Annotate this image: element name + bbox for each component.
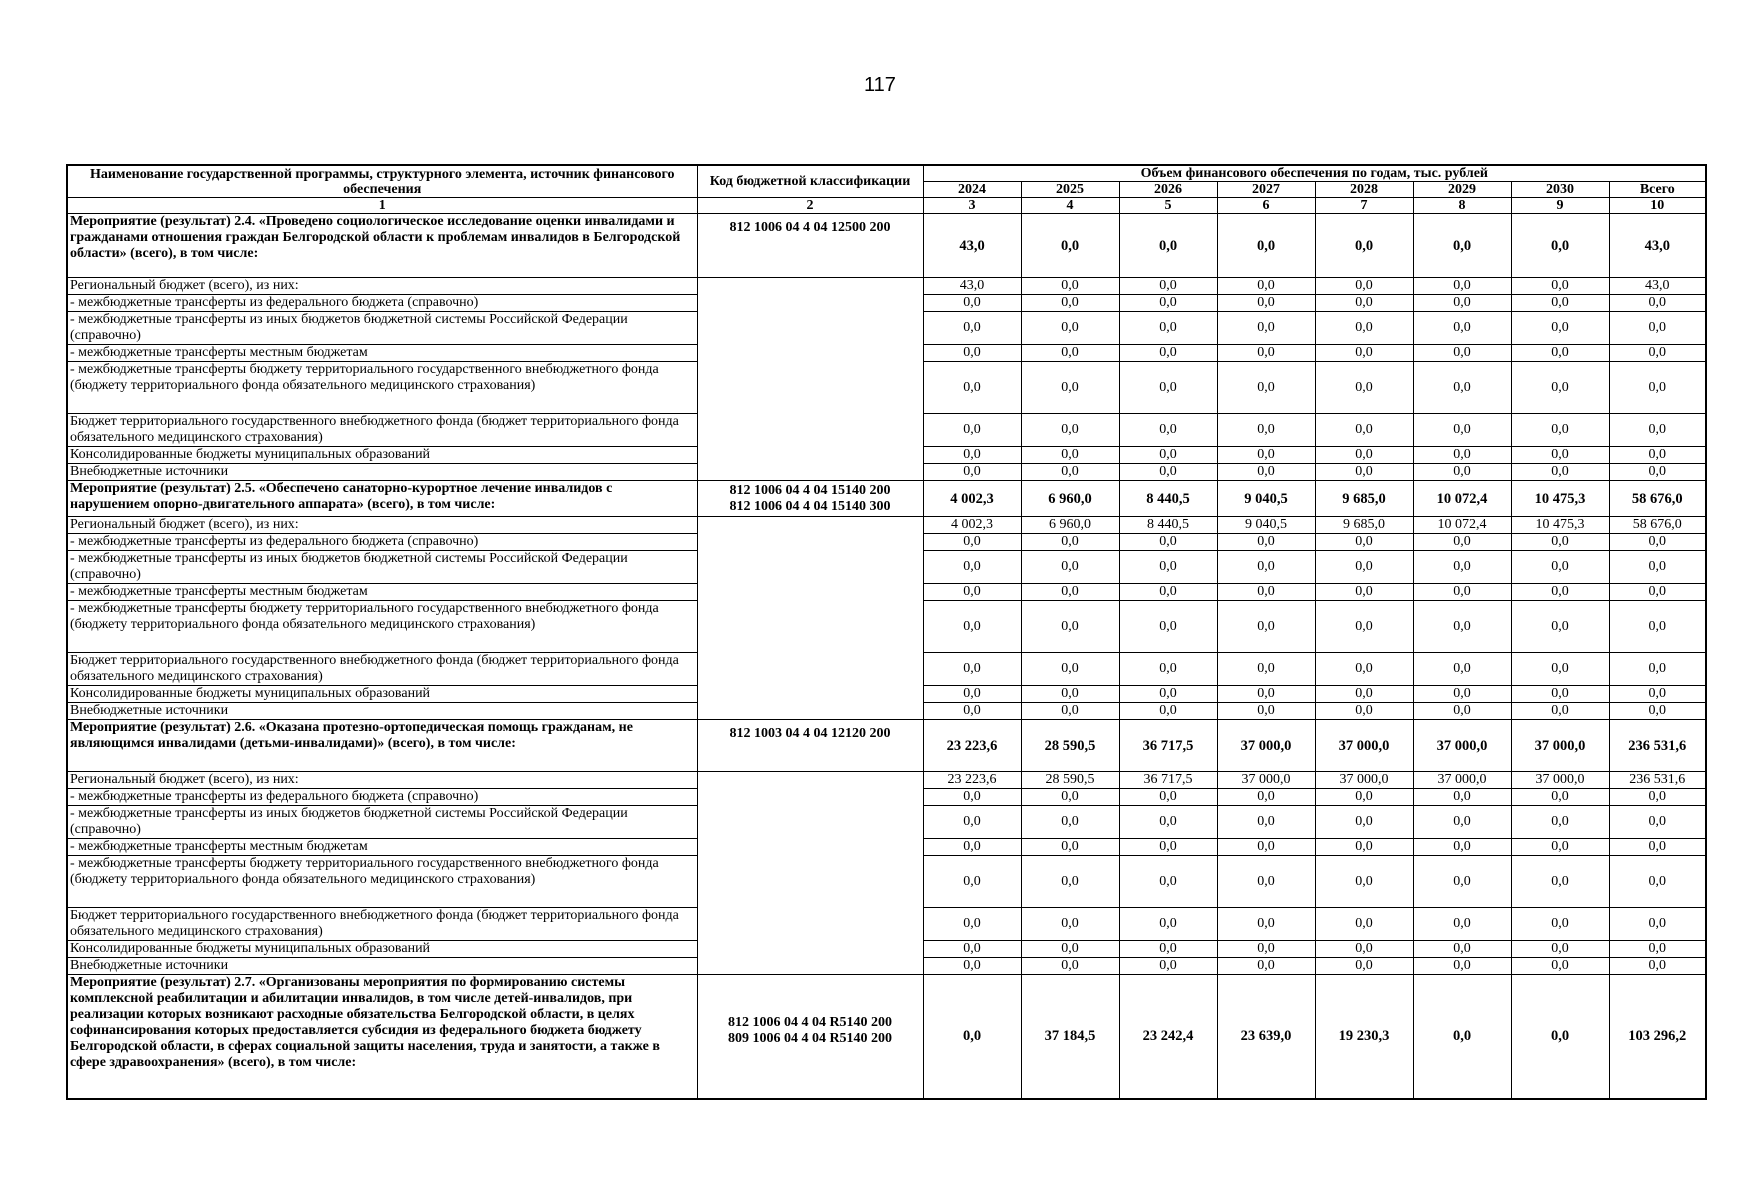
year-value: 0,0 (1021, 806, 1119, 839)
year-value: 0,0 (1217, 312, 1315, 345)
year-value: 0,0 (1217, 703, 1315, 720)
column-number: 6 (1217, 198, 1315, 214)
total-value: 0,0 (1609, 686, 1706, 703)
year-value: 0,0 (1413, 856, 1511, 908)
year-value: 0,0 (1217, 789, 1315, 806)
column-number: 10 (1609, 198, 1706, 214)
year-value: 0,0 (1119, 958, 1217, 975)
year-value: 0,0 (1315, 653, 1413, 686)
year-value: 0,0 (1511, 551, 1609, 584)
source-label: Региональный бюджет (всего), из них: (67, 278, 697, 295)
year-value: 0,0 (1413, 447, 1511, 464)
year-value: 0,0 (1021, 551, 1119, 584)
year-value: 0,0 (1119, 806, 1217, 839)
year-value: 0,0 (923, 414, 1021, 447)
header-year: 2027 (1217, 182, 1315, 198)
year-value: 0,0 (1511, 345, 1609, 362)
total-value: 0,0 (1609, 839, 1706, 856)
year-value: 0,0 (1315, 806, 1413, 839)
year-value: 0,0 (1021, 464, 1119, 481)
total-value: 0,0 (1609, 362, 1706, 414)
budget-code-line: 812 1006 04 4 04 R5140 200 (727, 1015, 893, 1030)
column-number: 8 (1413, 198, 1511, 214)
measure-title: Мероприятие (результат) 2.4. «Проведено социологическое исследование оценки инвалидами и гражданами отношения граждан Белгородской области к проблемам инвалидов в Белгородской области» (всего), в том числе: (67, 214, 697, 278)
year-value: 0,0 (1021, 653, 1119, 686)
year-value: 0,0 (1511, 362, 1609, 414)
year-value: 0,0 (1413, 975, 1511, 1099)
measure-row (67, 720, 1706, 772)
year-value: 0,0 (1119, 584, 1217, 601)
year-value: 0,0 (923, 806, 1021, 839)
total-value: 0,0 (1609, 941, 1706, 958)
year-value: 0,0 (1413, 214, 1511, 278)
source-label: Внебюджетные источники (67, 703, 697, 720)
year-value: 0,0 (1021, 703, 1119, 720)
financing-table (66, 164, 1707, 1100)
year-value: 10 475,3 (1511, 517, 1609, 534)
source-label: - межбюджетные трансферты бюджету территориального государственного внебюджетного фонда (бюджету территориального фонда обязательного медицинского страхования) (67, 362, 697, 414)
year-value: 23 223,6 (923, 772, 1021, 789)
year-value: 0,0 (923, 703, 1021, 720)
year-value: 0,0 (923, 312, 1021, 345)
year-value: 0,0 (1021, 534, 1119, 551)
year-value: 0,0 (1119, 908, 1217, 941)
source-label: Консолидированные бюджеты муниципальных образований (67, 447, 697, 464)
measure-title: Мероприятие (результат) 2.7. «Организованы мероприятия по формированию системы комплексной реабилитации и абилитации инвалидов, в том числе детей-инвалидов, при реализации которых возникают расходные обязательства Белгородской области, в целях софинансирования которых предоставляется субсидия из федерального бюджета бюджету Белгородской области, в сферах социальной защиты населения, труда и занятости, а также в сфере здравоохранения» (всего), в том числе: (67, 975, 697, 1099)
year-value: 0,0 (1217, 295, 1315, 312)
total-value: 0,0 (1609, 312, 1706, 345)
year-value: 0,0 (1511, 414, 1609, 447)
year-value: 0,0 (1217, 551, 1315, 584)
header-volume: Объем финансового обеспечения по годам, тыс. рублей (923, 165, 1706, 182)
page-number: 117 (864, 74, 896, 96)
year-value: 37 000,0 (1413, 772, 1511, 789)
year-value: 0,0 (1413, 584, 1511, 601)
budget-code (697, 481, 923, 517)
year-value: 9 685,0 (1315, 481, 1413, 517)
budget-code-empty (697, 772, 923, 975)
year-value: 0,0 (1315, 295, 1413, 312)
year-value: 0,0 (1119, 345, 1217, 362)
budget-code-empty (697, 278, 923, 481)
year-value: 0,0 (1217, 278, 1315, 295)
year-value: 0,0 (923, 295, 1021, 312)
year-value: 37 000,0 (1413, 720, 1511, 772)
header-year: 2025 (1021, 182, 1119, 198)
header-year: 2030 (1511, 182, 1609, 198)
header-total: Всего (1609, 182, 1706, 198)
year-value: 0,0 (923, 908, 1021, 941)
year-value: 0,0 (1021, 278, 1119, 295)
year-value: 0,0 (1119, 414, 1217, 447)
year-value: 0,0 (1413, 839, 1511, 856)
source-label: - межбюджетные трансферты из иных бюджетов бюджетной системы Российской Федерации (справочно) (67, 551, 697, 584)
year-value: 0,0 (1315, 534, 1413, 551)
budget-code-line: 812 1003 04 4 04 12120 200 (729, 726, 891, 741)
year-value: 0,0 (1315, 447, 1413, 464)
total-value: 0,0 (1609, 551, 1706, 584)
total-value: 0,0 (1609, 958, 1706, 975)
year-value: 0,0 (923, 941, 1021, 958)
total-value: 0,0 (1609, 856, 1706, 908)
year-value: 0,0 (1413, 908, 1511, 941)
source-label: - межбюджетные трансферты бюджету территориального государственного внебюджетного фонда (бюджету территориального фонда обязательного медицинского страхования) (67, 856, 697, 908)
year-value: 8 440,5 (1119, 517, 1217, 534)
year-value: 0,0 (923, 362, 1021, 414)
total-value: 0,0 (1609, 345, 1706, 362)
year-value: 0,0 (1413, 958, 1511, 975)
year-value: 0,0 (1413, 941, 1511, 958)
year-value: 0,0 (1021, 345, 1119, 362)
column-number: 2 (697, 198, 923, 214)
year-value: 0,0 (1119, 856, 1217, 908)
year-value: 0,0 (1119, 703, 1217, 720)
year-value: 28 590,5 (1021, 772, 1119, 789)
year-value: 0,0 (1217, 686, 1315, 703)
year-value: 23 223,6 (923, 720, 1021, 772)
year-value: 0,0 (1021, 362, 1119, 414)
year-value: 0,0 (1217, 601, 1315, 653)
year-value: 0,0 (1119, 447, 1217, 464)
year-value: 0,0 (1119, 534, 1217, 551)
column-number: 7 (1315, 198, 1413, 214)
source-label: - межбюджетные трансферты местным бюджетам (67, 839, 697, 856)
year-value: 0,0 (1217, 839, 1315, 856)
year-value: 0,0 (1511, 653, 1609, 686)
year-value: 0,0 (1021, 941, 1119, 958)
year-value: 0,0 (1119, 312, 1217, 345)
year-value: 0,0 (1021, 214, 1119, 278)
column-number: 1 (67, 198, 697, 214)
total-value: 0,0 (1609, 806, 1706, 839)
header-year: 2024 (923, 182, 1021, 198)
year-value: 0,0 (1217, 362, 1315, 414)
year-value: 0,0 (1021, 839, 1119, 856)
year-value: 0,0 (923, 534, 1021, 551)
total-value: 58 676,0 (1609, 481, 1706, 517)
year-value: 0,0 (1021, 414, 1119, 447)
year-value: 0,0 (923, 839, 1021, 856)
year-value: 0,0 (923, 551, 1021, 584)
year-value: 0,0 (1315, 789, 1413, 806)
source-label: - межбюджетные трансферты из федерального бюджета (справочно) (67, 534, 697, 551)
year-value: 0,0 (1119, 464, 1217, 481)
year-value: 0,0 (1119, 214, 1217, 278)
source-label: - межбюджетные трансферты местным бюджетам (67, 584, 697, 601)
source-label: Бюджет территориального государственного внебюджетного фонда (бюджет территориального фонда обязательного медицинского страхования) (67, 653, 697, 686)
year-value: 0,0 (1315, 703, 1413, 720)
source-label: Региональный бюджет (всего), из них: (67, 517, 697, 534)
year-value: 0,0 (923, 601, 1021, 653)
year-value: 8 440,5 (1119, 481, 1217, 517)
year-value: 0,0 (1511, 703, 1609, 720)
year-value: 0,0 (1511, 941, 1609, 958)
year-value: 0,0 (1511, 534, 1609, 551)
source-label: Внебюджетные источники (67, 464, 697, 481)
year-value: 37 000,0 (1315, 772, 1413, 789)
year-value: 0,0 (1217, 464, 1315, 481)
year-value: 0,0 (1511, 312, 1609, 345)
year-value: 0,0 (923, 958, 1021, 975)
total-value: 0,0 (1609, 584, 1706, 601)
year-value: 0,0 (1511, 464, 1609, 481)
year-value: 0,0 (1217, 958, 1315, 975)
year-value: 0,0 (1315, 464, 1413, 481)
year-value: 0,0 (923, 584, 1021, 601)
year-value: 0,0 (1413, 653, 1511, 686)
year-value: 0,0 (1511, 908, 1609, 941)
year-value: 0,0 (923, 447, 1021, 464)
year-value: 10 072,4 (1413, 517, 1511, 534)
year-value: 0,0 (1119, 551, 1217, 584)
year-value: 43,0 (923, 278, 1021, 295)
source-label: Консолидированные бюджеты муниципальных образований (67, 686, 697, 703)
year-value: 0,0 (1413, 414, 1511, 447)
source-label: - межбюджетные трансферты из федерального бюджета (справочно) (67, 789, 697, 806)
year-value: 0,0 (1413, 551, 1511, 584)
year-value: 37 000,0 (1511, 772, 1609, 789)
year-value: 0,0 (1413, 703, 1511, 720)
year-value: 36 717,5 (1119, 720, 1217, 772)
header-row-1 (67, 165, 1706, 182)
year-value: 0,0 (1511, 806, 1609, 839)
year-value: 0,0 (923, 464, 1021, 481)
year-value: 37 000,0 (1217, 720, 1315, 772)
year-value: 0,0 (1217, 414, 1315, 447)
year-value: 0,0 (1315, 345, 1413, 362)
year-value: 0,0 (1119, 941, 1217, 958)
year-value: 0,0 (1021, 295, 1119, 312)
year-value: 0,0 (1217, 908, 1315, 941)
year-value: 0,0 (1119, 789, 1217, 806)
year-value: 0,0 (1119, 295, 1217, 312)
year-value: 0,0 (1021, 908, 1119, 941)
budget-code-empty (697, 517, 923, 720)
year-value: 0,0 (1315, 941, 1413, 958)
source-label: Консолидированные бюджеты муниципальных образований (67, 941, 697, 958)
year-value: 0,0 (923, 856, 1021, 908)
year-value: 0,0 (1217, 584, 1315, 601)
year-value: 0,0 (1413, 464, 1511, 481)
year-value: 0,0 (1021, 601, 1119, 653)
column-number: 5 (1119, 198, 1217, 214)
total-value: 43,0 (1609, 278, 1706, 295)
year-value: 0,0 (1315, 362, 1413, 414)
budget-code-line: 812 1006 04 4 04 12500 200 (729, 220, 891, 235)
year-value: 0,0 (1315, 214, 1413, 278)
year-value: 0,0 (1511, 295, 1609, 312)
year-value: 37 184,5 (1021, 975, 1119, 1099)
year-value: 37 000,0 (1315, 720, 1413, 772)
header-year: 2029 (1413, 182, 1511, 198)
header-code: Код бюджетной классификации (697, 165, 923, 198)
total-value: 0,0 (1609, 789, 1706, 806)
year-value: 0,0 (1315, 908, 1413, 941)
year-value: 0,0 (1511, 856, 1609, 908)
total-value: 0,0 (1609, 534, 1706, 551)
year-value: 0,0 (923, 789, 1021, 806)
year-value: 0,0 (1315, 839, 1413, 856)
total-value: 58 676,0 (1609, 517, 1706, 534)
year-value: 0,0 (1315, 278, 1413, 295)
year-value: 0,0 (1511, 447, 1609, 464)
year-value: 6 960,0 (1021, 517, 1119, 534)
year-value: 0,0 (1119, 839, 1217, 856)
total-value: 0,0 (1609, 653, 1706, 686)
budget-code (697, 720, 923, 772)
year-value: 4 002,3 (923, 481, 1021, 517)
year-value: 0,0 (1511, 839, 1609, 856)
year-value: 28 590,5 (1021, 720, 1119, 772)
year-value: 0,0 (1217, 806, 1315, 839)
year-value: 0,0 (1217, 214, 1315, 278)
year-value: 0,0 (1021, 789, 1119, 806)
year-value: 0,0 (1315, 856, 1413, 908)
total-value: 0,0 (1609, 464, 1706, 481)
year-value: 0,0 (1315, 686, 1413, 703)
year-value: 9 040,5 (1217, 481, 1315, 517)
year-value: 10 072,4 (1413, 481, 1511, 517)
budget-code (697, 975, 923, 1099)
header-year: 2028 (1315, 182, 1413, 198)
year-value: 0,0 (1413, 295, 1511, 312)
year-value: 0,0 (1315, 958, 1413, 975)
source-label: - межбюджетные трансферты бюджету территориального государственного внебюджетного фонда (бюджету территориального фонда обязательного медицинского страхования) (67, 601, 697, 653)
year-value: 0,0 (1413, 534, 1511, 551)
budget-code-line: 812 1006 04 4 04 15140 200 (729, 483, 891, 498)
year-value: 36 717,5 (1119, 772, 1217, 789)
year-value: 23 242,4 (1119, 975, 1217, 1099)
year-value: 0,0 (1413, 312, 1511, 345)
year-value: 0,0 (1217, 653, 1315, 686)
year-value: 0,0 (1413, 686, 1511, 703)
header-name: Наименование государственной программы, структурного элемента, источник финансового обеспечения (67, 165, 697, 198)
year-value: 0,0 (1511, 958, 1609, 975)
year-value: 0,0 (1511, 975, 1609, 1099)
measure-row (67, 481, 1706, 517)
year-value: 0,0 (1413, 362, 1511, 414)
year-value: 0,0 (1315, 551, 1413, 584)
total-value: 0,0 (1609, 295, 1706, 312)
year-value: 0,0 (1315, 584, 1413, 601)
year-value: 0,0 (1119, 362, 1217, 414)
year-value: 0,0 (923, 686, 1021, 703)
source-label: Региональный бюджет (всего), из них: (67, 772, 697, 789)
year-value: 9 040,5 (1217, 517, 1315, 534)
year-value: 0,0 (1413, 789, 1511, 806)
total-value: 0,0 (1609, 414, 1706, 447)
year-value: 0,0 (1413, 345, 1511, 362)
year-value: 0,0 (1315, 601, 1413, 653)
year-value: 0,0 (1413, 278, 1511, 295)
total-value: 0,0 (1609, 601, 1706, 653)
total-value: 103 296,2 (1609, 975, 1706, 1099)
year-value: 0,0 (1315, 414, 1413, 447)
year-value: 0,0 (1511, 601, 1609, 653)
year-value: 0,0 (1021, 312, 1119, 345)
column-number-row (67, 198, 1706, 214)
year-value: 0,0 (1413, 601, 1511, 653)
year-value: 6 960,0 (1021, 481, 1119, 517)
year-value: 0,0 (1511, 214, 1609, 278)
total-value: 43,0 (1609, 214, 1706, 278)
column-number: 9 (1511, 198, 1609, 214)
column-number: 4 (1021, 198, 1119, 214)
source-label: - межбюджетные трансферты из федерального бюджета (справочно) (67, 295, 697, 312)
year-value: 0,0 (1217, 345, 1315, 362)
total-value: 0,0 (1609, 703, 1706, 720)
year-value: 37 000,0 (1511, 720, 1609, 772)
source-row (67, 517, 1706, 534)
source-label: - межбюджетные трансферты местным бюджетам (67, 345, 697, 362)
year-value: 23 639,0 (1217, 975, 1315, 1099)
source-row (67, 772, 1706, 789)
year-value: 0,0 (1021, 856, 1119, 908)
measure-row (67, 214, 1706, 278)
year-value: 10 475,3 (1511, 481, 1609, 517)
budget-code-line: 812 1006 04 4 04 15140 300 (729, 499, 891, 514)
budget-code-line: 809 1006 04 4 04 R5140 200 (727, 1031, 893, 1046)
year-value: 37 000,0 (1217, 772, 1315, 789)
year-value: 0,0 (1511, 789, 1609, 806)
year-value: 0,0 (1217, 856, 1315, 908)
total-value: 236 531,6 (1609, 772, 1706, 789)
year-value: 0,0 (1217, 447, 1315, 464)
year-value: 0,0 (1413, 806, 1511, 839)
year-value: 0,0 (1119, 601, 1217, 653)
budget-code (697, 214, 923, 278)
header-year: 2026 (1119, 182, 1217, 198)
year-value: 0,0 (1511, 584, 1609, 601)
year-value: 0,0 (1119, 278, 1217, 295)
year-value: 0,0 (1217, 534, 1315, 551)
year-value: 0,0 (1217, 941, 1315, 958)
year-value: 0,0 (1021, 584, 1119, 601)
year-value: 0,0 (1511, 686, 1609, 703)
total-value: 236 531,6 (1609, 720, 1706, 772)
year-value: 0,0 (1315, 312, 1413, 345)
year-value: 43,0 (923, 214, 1021, 278)
year-value: 19 230,3 (1315, 975, 1413, 1099)
source-label: - межбюджетные трансферты из иных бюджетов бюджетной системы Российской Федерации (справочно) (67, 806, 697, 839)
measure-title: Мероприятие (результат) 2.6. «Оказана протезно-ортопедическая помощь гражданам, не являющимся инвалидами (детьми-инвалидами)» (всего), в том числе: (67, 720, 697, 772)
measure-title: Мероприятие (результат) 2.5. «Обеспечено санаторно-курортное лечение инвалидов с нарушением опорно-двигательного аппарата» (всего), в том числе: (67, 481, 697, 517)
year-value: 4 002,3 (923, 517, 1021, 534)
year-value: 0,0 (1021, 958, 1119, 975)
source-label: Внебюджетные источники (67, 958, 697, 975)
total-value: 0,0 (1609, 447, 1706, 464)
year-value: 0,0 (1511, 278, 1609, 295)
source-label: Бюджет территориального государственного внебюджетного фонда (бюджет территориального фонда обязательного медицинского страхования) (67, 414, 697, 447)
year-value: 0,0 (923, 975, 1021, 1099)
year-value: 0,0 (1021, 447, 1119, 464)
year-value: 0,0 (923, 345, 1021, 362)
source-label: Бюджет территориального государственного внебюджетного фонда (бюджет территориального фонда обязательного медицинского страхования) (67, 908, 697, 941)
year-value: 0,0 (1119, 653, 1217, 686)
total-value: 0,0 (1609, 908, 1706, 941)
measure-row (67, 975, 1706, 1099)
source-label: - межбюджетные трансферты из иных бюджетов бюджетной системы Российской Федерации (справочно) (67, 312, 697, 345)
source-row (67, 278, 1706, 295)
year-value: 0,0 (923, 653, 1021, 686)
year-value: 0,0 (1021, 686, 1119, 703)
year-value: 0,0 (1119, 686, 1217, 703)
year-value: 9 685,0 (1315, 517, 1413, 534)
column-number: 3 (923, 198, 1021, 214)
